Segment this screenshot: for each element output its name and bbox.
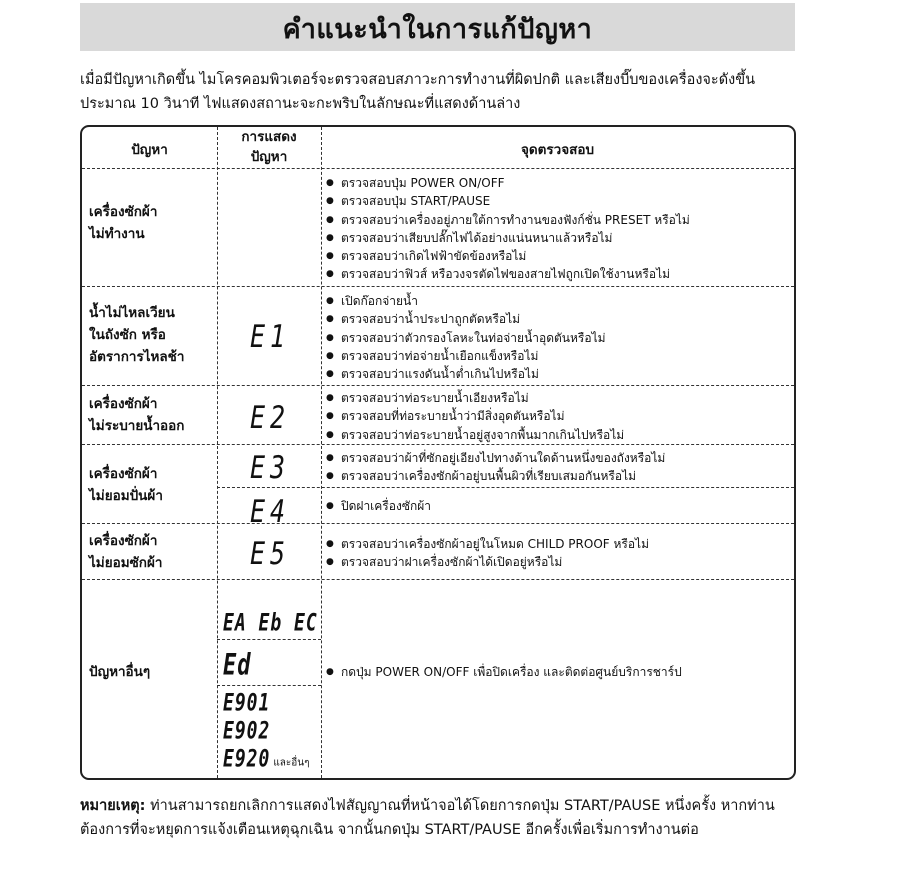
problem-label xyxy=(89,530,162,574)
header-display-line1: การแสดง xyxy=(241,129,297,145)
header-display xyxy=(217,127,321,167)
problem-line: น้ำไม่ไหลเวียน xyxy=(89,305,175,321)
header-problem: ปัญหา xyxy=(131,142,168,158)
problem-label xyxy=(89,302,184,368)
problem-label xyxy=(89,393,184,437)
row-divider xyxy=(82,444,794,445)
title-bar xyxy=(80,3,795,51)
error-code-display: E3 xyxy=(249,449,291,486)
header-checkpoints: จุดตรวจสอบ xyxy=(520,142,595,158)
list-item: ● ตรวจสอบว่าท่อจ่ายน้ำเยือกแข็งหรือไม่ xyxy=(326,347,606,365)
error-code-value: E920 xyxy=(223,745,271,774)
problem-line: อัตราการไหลช้า xyxy=(89,349,185,365)
error-code-suffix: และอื่นๆ xyxy=(273,757,310,769)
problem-line: ในถังซัก หรือ xyxy=(89,327,166,343)
error-code-display: E1 xyxy=(249,318,291,355)
error-code-display: E4 xyxy=(249,493,291,530)
problem-line: ไม่ระบายน้ำออก xyxy=(89,418,185,434)
list-item: ● เปิดก๊อกจ่ายน้ำ xyxy=(326,292,606,310)
row-divider xyxy=(82,523,794,524)
problem-line: ไม่ยอมซักผ้า xyxy=(89,555,163,571)
list-item: ● ตรวจสอบว่าท่อระบายน้ำเอียงหรือไม่ xyxy=(326,389,624,407)
troubleshooting-table xyxy=(80,125,796,780)
list-item: ● ตรวจสอบว่าเครื่องซักผ้าอยู่บนพื้นผิวที่เรียบเสมอกันหรือไม่ xyxy=(326,467,665,485)
list-item: ● ตรวจสอบที่ท่อระบายน้ำว่ามีสิ่งอุดตันหรือไม่ xyxy=(326,407,624,425)
row-divider xyxy=(217,487,794,488)
error-code-display: EA Eb EC xyxy=(223,609,318,638)
problem-line: เครื่องซักผ้า xyxy=(89,396,158,412)
error-code-display: Ed xyxy=(223,649,252,683)
error-code-display xyxy=(223,745,325,773)
row-divider xyxy=(82,385,794,386)
checklist xyxy=(326,497,431,515)
list-item: ● ตรวจสอบว่าน้ำประปาถูกตัดหรือไม่ xyxy=(326,310,606,328)
checklist xyxy=(326,292,606,383)
header-display-line2: ปัญหา xyxy=(250,149,288,165)
checklist xyxy=(326,389,624,444)
list-item: ● ตรวจสอบว่าแรงดันน้ำต่ำเกินไปหรือไม่ xyxy=(326,365,606,383)
row-divider xyxy=(82,168,794,169)
error-code-display: E902 xyxy=(223,717,271,746)
note-label: หมายเหตุ: xyxy=(80,798,146,814)
list-item: ● ตรวจสอบว่าผ้าที่ซักอยู่เอียงไปทางด้านใดด้านหนึ่งของถังหรือไม่ xyxy=(326,449,665,467)
column-divider xyxy=(217,127,218,778)
checklist xyxy=(326,449,665,486)
row-divider xyxy=(217,639,321,640)
list-item: ● ตรวจสอบว่าเครื่องอยู่ภายใต้การทำงานของฟังก์ชั่น PRESET หรือไม่ xyxy=(326,211,690,229)
checklist xyxy=(326,663,682,681)
error-code-display: E2 xyxy=(249,399,291,436)
checklist xyxy=(326,535,649,572)
list-item: ● กดปุ่ม POWER ON/OFF เพื่อปิดเครื่อง และติดต่อศูนย์บริการชาร์ป xyxy=(326,663,682,681)
list-item: ● ตรวจสอบปุ่ม START/PAUSE xyxy=(326,192,690,210)
row-divider xyxy=(217,685,321,686)
list-item: ● ปิดฝาเครื่องซักผ้า xyxy=(326,497,431,515)
problem-label xyxy=(89,661,150,683)
problem-line: เครื่องซักผ้า xyxy=(89,533,158,549)
problem-line: ไม่ยอมปั่นผ้า xyxy=(89,488,163,504)
list-item: ● ตรวจสอบว่าเกิดไฟฟ้าขัดข้องหรือไม่ xyxy=(326,247,690,265)
problem-label xyxy=(89,463,163,507)
list-item: ● ตรวจสอบว่าฝาเครื่องซักผ้าได้เปิดอยู่หรือไม่ xyxy=(326,553,649,571)
error-code-display: E901 xyxy=(223,689,271,718)
list-item: ● ตรวจสอบว่าเสียบปลั๊กไฟได้อย่างแน่นหนาแล้วหรือไม่ xyxy=(326,229,690,247)
list-item: ● ตรวจสอบว่าท่อระบายน้ำอยู่สูงจากพื้นมากเกินไปหรือไม่ xyxy=(326,426,624,444)
list-item: ● ตรวจสอบว่าฟิวส์ หรือวงจรตัดไฟของสายไฟถูกเปิดใช้งานหรือไม่ xyxy=(326,265,690,283)
list-item: ● ตรวจสอบปุ่ม POWER ON/OFF xyxy=(326,174,690,192)
problem-line: ปัญหาอื่นๆ xyxy=(89,664,151,680)
note-text: ท่านสามารถยกเลิกการแสดงไฟสัญญาณที่หน้าจอได้โดยการกดปุ่ม START/PAUSE หนึ่งครั้ง หากท่านต้องการที่จะหยุดการแจ้งเตือนเหตุฉุกเฉิน จากนั้นกดปุ่ม START/PAUSE อีกครั้งเพื่อเริ่มการทำงานต่อ xyxy=(80,798,775,838)
list-item: ● ตรวจสอบว่าเครื่องซักผ้าอยู่ในโหมด CHILD PROOF หรือไม่ xyxy=(326,535,649,553)
problem-label xyxy=(89,201,157,245)
intro-paragraph: เมื่อมีปัญหาเกิดขึ้น ไมโครคอมพิวเตอร์จะตรวจสอบสภาวะการทำงานที่ผิดปกติ และเสียงบี๊บของเครื่องจะดังขึ้นประมาณ 10 วินาที ไฟแสดงสถานะจะกะพริบในลักษณะที่แสดงด้านล่าง xyxy=(80,72,756,112)
list-item: ● ตรวจสอบว่าตัวกรองโลหะในท่อจ่ายน้ำอุดตันหรือไม่ xyxy=(326,329,606,347)
row-divider xyxy=(82,286,794,287)
note-paragraph xyxy=(80,794,810,842)
error-code-display: E5 xyxy=(249,535,291,572)
checklist xyxy=(326,174,690,284)
row-divider xyxy=(82,579,794,580)
problem-line: เครื่องซักผ้า xyxy=(89,466,158,482)
problem-line: เครื่องซักผ้า xyxy=(89,204,158,220)
page-title: คำแนะนำในการแก้ปัญหา xyxy=(282,14,593,45)
problem-line: ไม่ทำงาน xyxy=(89,226,145,242)
